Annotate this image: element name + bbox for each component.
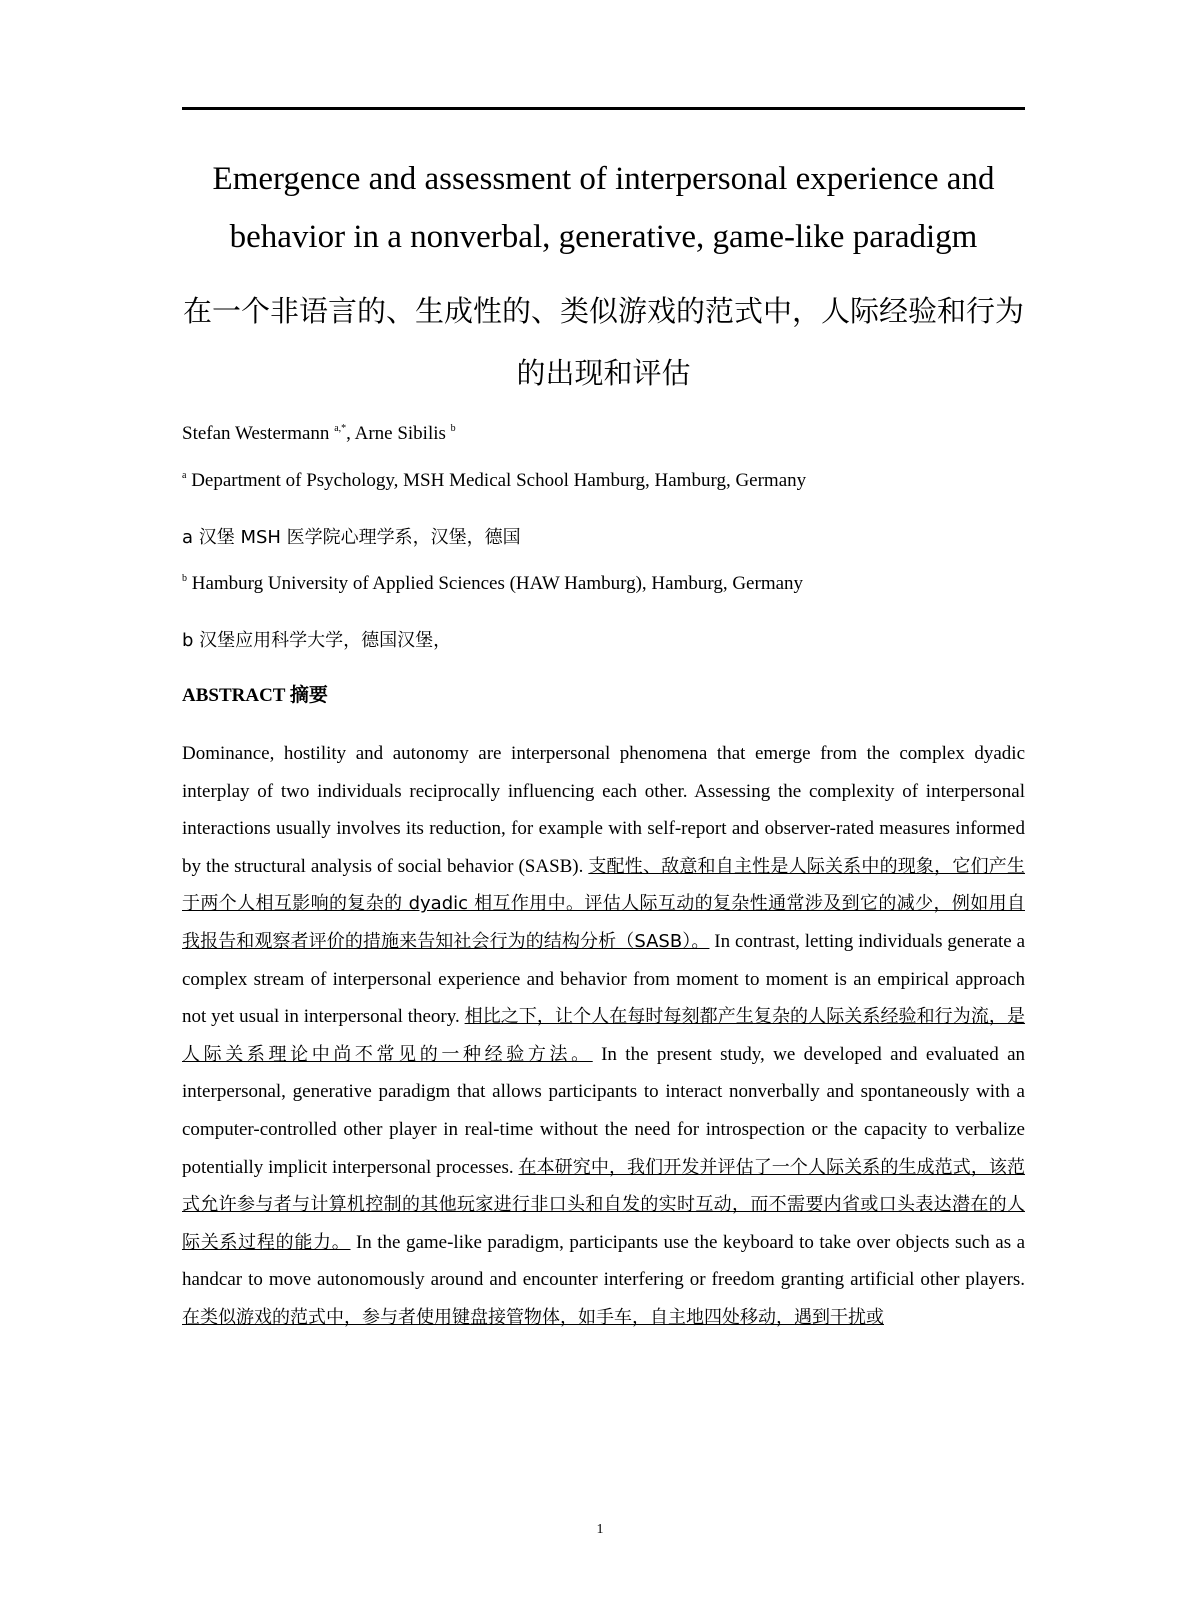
- abstract-heading-zh: 摘要: [289, 684, 328, 706]
- affiliation-b: [182, 573, 803, 595]
- abstract-heading-en: ABSTRACT: [182, 685, 286, 706]
- affiliation-b-chinese: b 汉堡应用科学大学，德国汉堡，: [182, 630, 452, 651]
- affiliation-b-text: Hamburg University of Applied Sciences (HAW Hamburg), Hamburg, Germany: [191, 573, 804, 594]
- author-line: [182, 423, 456, 445]
- abstract-sentence-1-en: Dominance, hostility and autonomy are interpersonal phenomena that emerge from the complex dyadic interplay of two individuals reciprocally influencing each other. Assessing the complexity of interpersonal interactions usually involves its reduction, for example with self-report and observer-rated measures informed by the structural analysis of social behavior (SASB).: [182, 743, 1025, 877]
- affiliation-a-chinese: a 汉堡 MSH 医学院心理学系，汉堡，德国: [182, 527, 521, 548]
- abstract-sentence-4-zh: 在类似游戏的范式中，参与者使用键盘接管物体，如手车，自主地四处移动，遇到干扰或: [182, 1306, 884, 1328]
- affiliation-a: [182, 470, 806, 492]
- author-separator: ,: [346, 423, 355, 444]
- abstract-body: [182, 735, 1025, 1337]
- abstract-sentence-2-zh: 相比之下，让个人在每时每刻都产生复杂的人际关系经验和行为流，是人际关系理论中尚不常见的一种经验方法。: [182, 1006, 1026, 1065]
- abstract-sentence-3-en: In the present study, we developed and evaluated an interpersonal, generative paradigm that allows participants to interact nonverbally and spontaneously with a computer-controlled other player in real-time without the need for introspection or the capacity to verbalize potentially implicit interpersonal processes.: [182, 1043, 1026, 1178]
- affiliation-b-sup: b: [182, 573, 187, 584]
- header-rule: [182, 107, 1025, 110]
- abstract-heading: [182, 680, 328, 707]
- title-english: Emergence and assessment of interpersonal experience and behavior in a nonverbal, generative, game-like paradigm: [212, 161, 995, 255]
- author-westermann-sup: a,*: [334, 423, 347, 434]
- author-sibilis-sup: b: [450, 423, 456, 434]
- affiliation-a-sup: a: [182, 470, 187, 481]
- author-westermann: Stefan Westermann: [182, 423, 330, 444]
- author-sibilis: Arne Sibilis: [354, 423, 446, 444]
- abstract-sentence-1-zh: 支配性、敌意和自主性是人际关系中的现象，它们产生于两个人相互影响的复杂的 dyadic 相互作用中。评估人际互动的复杂性通常涉及到它的减少，例如用自我报告和观察者评价的措施来告知社会行为的结构分析（SASB）。: [182, 855, 1025, 952]
- page-number: 1: [596, 1522, 604, 1537]
- abstract-sentence-4-en: In the game-like paradigm, participants use the keyboard to take over objects such as a handcar to move autonomously around and encounter interfering or freedom granting artificial other players.: [182, 1231, 1026, 1291]
- abstract-sentence-3-zh: 在本研究中，我们开发并评估了一个人际关系的生成范式，该范式允许参与者与计算机控制的其他玩家进行非口头和自发的实时互动，而不需要内省或口头表达潜在的人际关系过程的能力。: [182, 1156, 1025, 1253]
- abstract-sentence-2-en: In contrast, letting individuals generate a complex stream of interpersonal experience and behavior from moment to moment is an empirical approach not yet usual in interpersonal theory.: [182, 930, 1025, 1028]
- affiliation-a-text: Department of Psychology, MSH Medical School Hamburg, Hamburg, Germany: [191, 470, 807, 491]
- title-chinese: 在一个非语言的、生成性的、类似游戏的范式中，人际经验和行为的出现和评估: [182, 294, 1024, 390]
